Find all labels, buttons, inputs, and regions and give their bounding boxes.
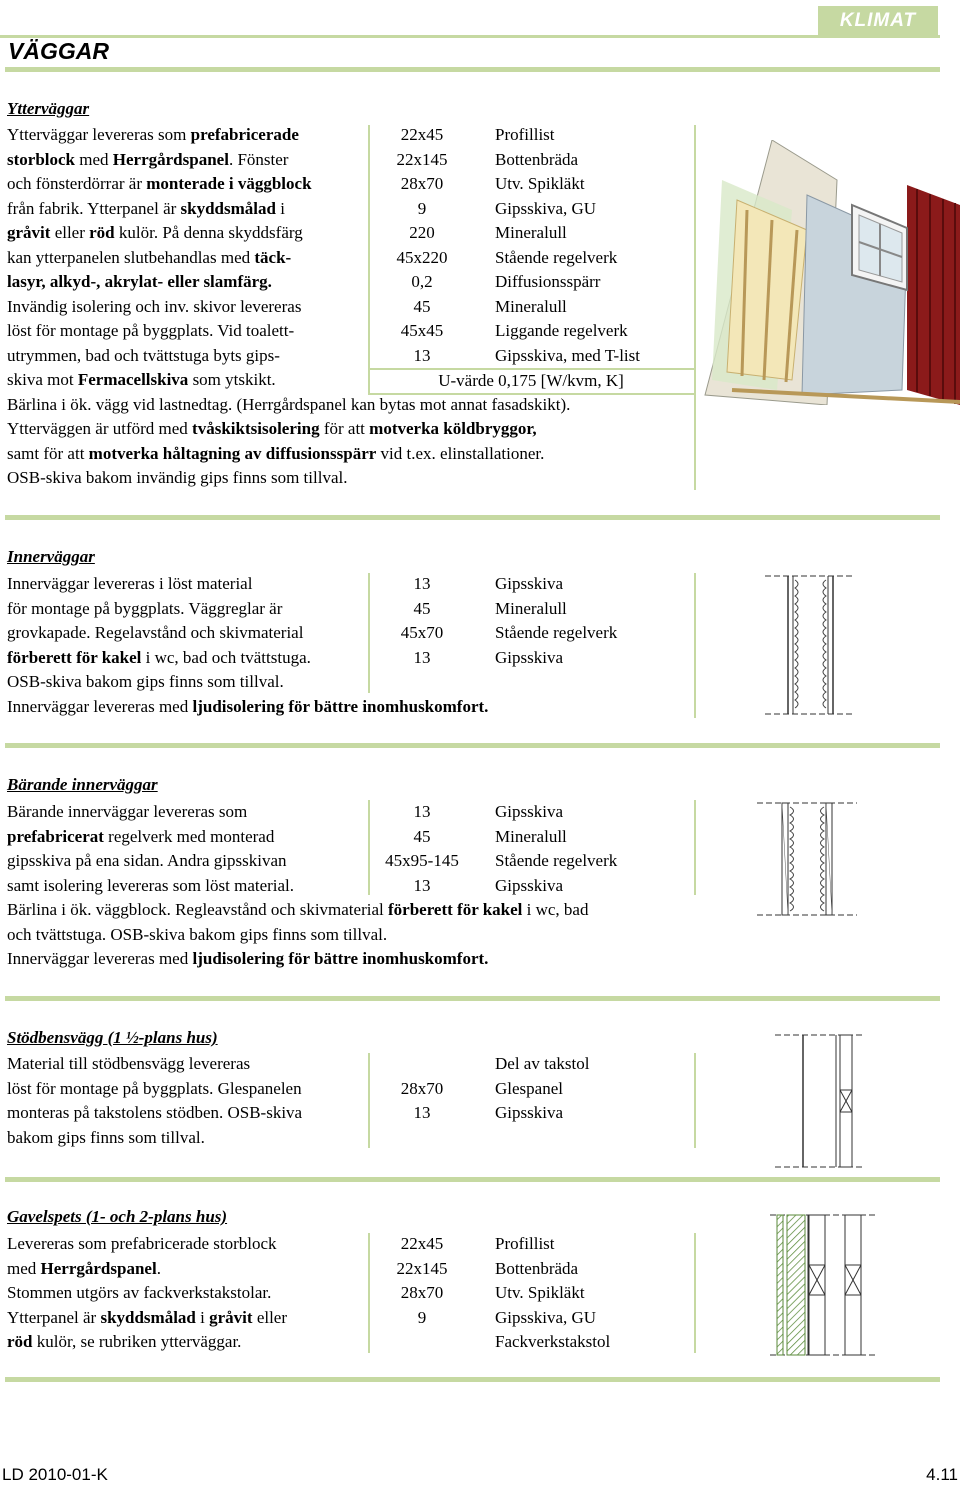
text-run: Innerväggar levereras med bbox=[7, 696, 193, 716]
text-line bbox=[7, 646, 311, 671]
text-line bbox=[7, 898, 588, 923]
text-line bbox=[7, 1232, 277, 1257]
bold-text: förberett för kakel bbox=[7, 647, 142, 667]
layer-material: Gipsskiva, GU bbox=[495, 1307, 597, 1327]
text-line bbox=[7, 621, 303, 646]
bold-text: täck- bbox=[254, 247, 292, 267]
text-line bbox=[7, 695, 488, 720]
header-rule bbox=[0, 35, 940, 38]
layer-material: Mineralull bbox=[495, 826, 567, 846]
text-line bbox=[7, 295, 301, 320]
bold-text: Fermacellskiva bbox=[77, 370, 189, 389]
document-id: LD 2010-01-K bbox=[2, 1465, 108, 1484]
layer-dimension: 13 bbox=[413, 574, 431, 593]
text-run: Bärlina i ök. vägg vid lastnedtag. (Herrgårdspanel kan bytas mot annat fasadskikt). bbox=[7, 394, 571, 414]
page-title: VÄGGAR bbox=[8, 38, 109, 64]
text-run: . bbox=[156, 1258, 161, 1278]
layer-material: Del av takstol bbox=[495, 1054, 590, 1073]
bold-text: motverka håltagning av diffusionsspärr bbox=[88, 443, 377, 463]
bold-text: röd bbox=[89, 223, 115, 242]
bold-text: motverka köldbryggor, bbox=[369, 419, 537, 438]
layer-dimension: 22x45 bbox=[400, 1234, 444, 1253]
layer-dimension: 45x95-145 bbox=[385, 851, 459, 870]
layer-dimension: 0,2 bbox=[411, 272, 433, 291]
layer-material: Fackverkstakstol bbox=[495, 1332, 611, 1351]
text-run: med bbox=[7, 1258, 41, 1278]
table-bracket bbox=[368, 800, 370, 895]
layer-dimension: 22x145 bbox=[396, 1258, 448, 1278]
layer-dimension: 28x70 bbox=[400, 174, 444, 193]
bold-text: röd bbox=[7, 1332, 33, 1351]
text-line bbox=[7, 466, 347, 491]
text-run: OSB-skiva bakom invändig gips finns som tillval. bbox=[7, 468, 348, 487]
text-line bbox=[7, 393, 570, 418]
layer-dimension: 45x70 bbox=[400, 623, 444, 642]
layer-dimension: 28x70 bbox=[400, 1078, 444, 1098]
text-run: utrymmen, bad och tvättstuga byts gips- bbox=[7, 345, 280, 365]
text-run: Stommen utgörs av fackverkstakstolar. bbox=[7, 1283, 272, 1302]
text-line bbox=[7, 597, 282, 622]
layer-dimension: 13 bbox=[413, 1103, 431, 1122]
section-divider bbox=[5, 67, 940, 72]
text-line bbox=[7, 270, 272, 295]
layer-material: Profillist bbox=[495, 125, 555, 144]
text-line bbox=[7, 197, 285, 222]
text-line bbox=[7, 874, 294, 899]
page-number: 4.11 bbox=[926, 1465, 958, 1484]
layer-material: Mineralull bbox=[495, 223, 567, 242]
layer-material: Utv. Spikläkt bbox=[495, 174, 585, 193]
section-divider bbox=[5, 515, 940, 520]
text-line bbox=[7, 344, 280, 369]
layer-material: Stående regelverk bbox=[495, 247, 618, 267]
text-run: i bbox=[195, 1307, 210, 1327]
text-line bbox=[7, 1126, 205, 1151]
text-run: för montage på byggplats. Väggreglar är bbox=[7, 598, 283, 618]
text-run: för att bbox=[319, 419, 370, 438]
layer-dimension: 22x145 bbox=[396, 149, 448, 169]
bold-text: lasyr, alkyd-, akrylat- eller slamfärg. bbox=[7, 272, 272, 291]
bearing-wall-section-drawing bbox=[752, 798, 862, 920]
layer-dimension: 45x45 bbox=[400, 321, 444, 340]
text-run: löst för montage på byggplats. Glespanelen bbox=[7, 1078, 302, 1098]
layer-material: Gipsskiva, med T-list bbox=[495, 345, 640, 365]
exterior-wall-illustration bbox=[702, 140, 960, 405]
table-bracket bbox=[694, 1053, 696, 1148]
text-run: eller bbox=[50, 223, 90, 242]
text-line bbox=[7, 849, 287, 874]
text-line bbox=[7, 1330, 241, 1355]
text-run: OSB-skiva bakom gips finns som tillval. bbox=[7, 672, 284, 691]
layer-material: Diffusionsspärr bbox=[495, 272, 601, 291]
layer-material: Mineralull bbox=[495, 296, 567, 316]
bold-text: monterade i väggblock bbox=[146, 174, 312, 193]
text-run: från fabrik. Ytterpanel är bbox=[7, 198, 181, 218]
layer-material: Gipsskiva bbox=[495, 875, 563, 895]
text-run: som ytskikt. bbox=[188, 370, 276, 389]
bold-text: ljudisolering för bättre inomhuskomfort. bbox=[192, 696, 489, 716]
table-bracket bbox=[368, 573, 370, 693]
text-run: kan ytterpanelen slutbehandlas med bbox=[7, 247, 255, 267]
text-line bbox=[7, 246, 291, 271]
text-run: Levereras som prefabricerade storblock bbox=[7, 1234, 277, 1253]
knee-wall-section-drawing bbox=[770, 1030, 870, 1172]
text-line bbox=[7, 319, 294, 344]
text-run: bakom gips finns som tillval. bbox=[7, 1127, 205, 1147]
layer-dimension: 13 bbox=[413, 875, 431, 895]
layer-dimension: 9 bbox=[417, 198, 427, 218]
text-run: eller bbox=[252, 1307, 288, 1327]
bold-text: Herrgårdspanel bbox=[112, 149, 229, 169]
table-bracket bbox=[694, 125, 696, 490]
text-line bbox=[7, 368, 276, 393]
section-title-barande-innervaggar: Bärande innerväggar bbox=[7, 775, 158, 794]
text-line bbox=[7, 123, 299, 148]
table-bracket bbox=[368, 1233, 370, 1353]
layer-material: Bottenbräda bbox=[495, 149, 579, 169]
bold-text: gråvit bbox=[7, 223, 51, 242]
section-title-gavelspets: Gavelspets (1- och 2-plans hus) bbox=[7, 1207, 228, 1226]
table-bracket bbox=[694, 1233, 696, 1353]
layer-dimension: 28x70 bbox=[400, 1283, 444, 1302]
text-run: gipsskiva på ena sidan. Andra gipsskivan bbox=[7, 851, 287, 870]
layer-material: Glespanel bbox=[495, 1078, 563, 1098]
bold-text: skyddsmålad bbox=[180, 198, 276, 218]
text-run: grovkapade. Regelavstånd och skivmaterial bbox=[7, 623, 304, 642]
layer-dimension: 13 bbox=[413, 647, 431, 667]
section-divider bbox=[5, 743, 940, 748]
klimat-badge: KLIMAT bbox=[818, 6, 938, 36]
bold-text: Herrgårdspanel bbox=[40, 1258, 157, 1278]
text-line bbox=[7, 442, 544, 467]
layer-material: Gipsskiva, GU bbox=[495, 198, 597, 218]
text-run: Innerväggar levereras med bbox=[7, 949, 193, 968]
layer-dimension: 22x45 bbox=[400, 125, 444, 144]
bold-text: förberett för kakel bbox=[387, 900, 523, 919]
layer-dimension: 45 bbox=[413, 296, 431, 316]
bold-text: skyddsmålad bbox=[100, 1307, 196, 1327]
u-value: U-värde 0,175 [W/kvm, K] bbox=[438, 371, 624, 390]
text-run: kulör. På denna skyddsfärg bbox=[114, 223, 303, 242]
layer-material: Stående regelverk bbox=[495, 623, 618, 642]
bold-text: tvåskiktsisolering bbox=[192, 419, 320, 438]
text-run: Ytterväggar levereras som bbox=[7, 125, 191, 144]
layer-material: Profillist bbox=[495, 1234, 555, 1253]
layer-dimension: 13 bbox=[413, 802, 431, 821]
text-run: kulör, se rubriken ytterväggar. bbox=[32, 1332, 242, 1351]
bold-text: gråvit bbox=[209, 1307, 253, 1327]
text-run: i bbox=[275, 198, 285, 218]
text-line bbox=[7, 923, 387, 948]
section-divider bbox=[5, 1177, 940, 1182]
layer-dimension: 13 bbox=[413, 345, 431, 365]
table-bracket bbox=[694, 800, 696, 895]
text-line bbox=[7, 947, 488, 972]
text-line bbox=[7, 825, 274, 850]
bold-text: prefabricerade bbox=[190, 125, 299, 144]
layer-material: Gipsskiva bbox=[495, 574, 563, 593]
text-line bbox=[7, 800, 247, 825]
text-line bbox=[7, 1306, 287, 1331]
text-run: och fönsterdörrar är bbox=[7, 174, 147, 193]
text-line bbox=[7, 417, 537, 442]
bold-text: prefabricerat bbox=[7, 826, 104, 846]
text-line bbox=[7, 221, 303, 246]
text-line bbox=[7, 670, 284, 695]
text-run: i wc, bad bbox=[522, 900, 589, 919]
text-line bbox=[7, 1101, 302, 1126]
text-run: Bärande innerväggar levereras som bbox=[7, 802, 248, 821]
layer-material: Gipsskiva bbox=[495, 1103, 563, 1122]
layer-dimension: 45x220 bbox=[396, 247, 448, 267]
layer-dimension: 45 bbox=[413, 598, 431, 618]
section-divider bbox=[5, 996, 940, 1001]
table-bracket bbox=[694, 573, 696, 718]
layer-dimension: 220 bbox=[409, 223, 435, 242]
gable-section-drawing bbox=[765, 1210, 880, 1360]
text-run: . Fönster bbox=[228, 149, 289, 169]
layer-dimension: 9 bbox=[417, 1307, 427, 1327]
table-bracket bbox=[368, 1053, 370, 1148]
text-run: med bbox=[75, 149, 113, 169]
layer-material: Mineralull bbox=[495, 598, 567, 618]
section-title-ytterväggar: Ytterväggar bbox=[7, 99, 90, 118]
text-run: monteras på takstolens stödben. OSB-skiva bbox=[7, 1103, 303, 1122]
layer-material: Utv. Spikläkt bbox=[495, 1283, 585, 1302]
text-run: samt för att bbox=[7, 443, 89, 463]
text-run: regelverk med monterad bbox=[103, 826, 275, 846]
text-line bbox=[7, 572, 252, 597]
bold-text: ljudisolering för bättre inomhuskomfort. bbox=[192, 949, 489, 968]
text-line bbox=[7, 148, 288, 173]
text-run: Invändig isolering och inv. skivor levereras bbox=[7, 296, 302, 316]
text-line bbox=[7, 172, 312, 197]
layer-dimension: 45 bbox=[413, 826, 431, 846]
section-title-innerväggar: Innerväggar bbox=[7, 547, 95, 566]
text-line bbox=[7, 1077, 302, 1102]
text-run: Bärlina i ök. väggblock. Regleavstånd och skivmaterial bbox=[7, 900, 388, 919]
table-bracket bbox=[368, 125, 370, 395]
text-run: skiva mot bbox=[7, 370, 78, 389]
text-run: vid t.ex. elinstallationer. bbox=[376, 443, 545, 463]
text-run: i wc, bad och tvättstuga. bbox=[141, 647, 311, 667]
text-run: löst för montage på byggplats. Vid toalett- bbox=[7, 321, 295, 340]
layer-material: Liggande regelverk bbox=[495, 321, 628, 340]
text-run: samt isolering levereras som löst material. bbox=[7, 875, 295, 895]
layer-material: Gipsskiva bbox=[495, 802, 563, 821]
section-title-stodbensvagg: Stödbensvägg (1 ½-plans hus) bbox=[7, 1028, 218, 1047]
bold-text: storblock bbox=[7, 149, 75, 169]
inner-wall-section-drawing bbox=[760, 570, 860, 720]
layer-material: Bottenbräda bbox=[495, 1258, 579, 1278]
layer-material: Gipsskiva bbox=[495, 647, 563, 667]
text-line bbox=[7, 1281, 271, 1306]
text-run: Material till stödbensvägg levereras bbox=[7, 1054, 251, 1073]
text-line bbox=[7, 1257, 161, 1282]
text-line bbox=[7, 1052, 250, 1077]
text-run: och tvättstuga. OSB-skiva bakom gips finns som tillval. bbox=[7, 924, 388, 944]
layer-material: Stående regelverk bbox=[495, 851, 618, 870]
section-divider bbox=[5, 1377, 940, 1382]
text-run: Ytterväggen är utförd med bbox=[7, 419, 193, 438]
text-run: Ytterpanel är bbox=[7, 1307, 101, 1327]
text-run: Innerväggar levereras i löst material bbox=[7, 574, 253, 593]
